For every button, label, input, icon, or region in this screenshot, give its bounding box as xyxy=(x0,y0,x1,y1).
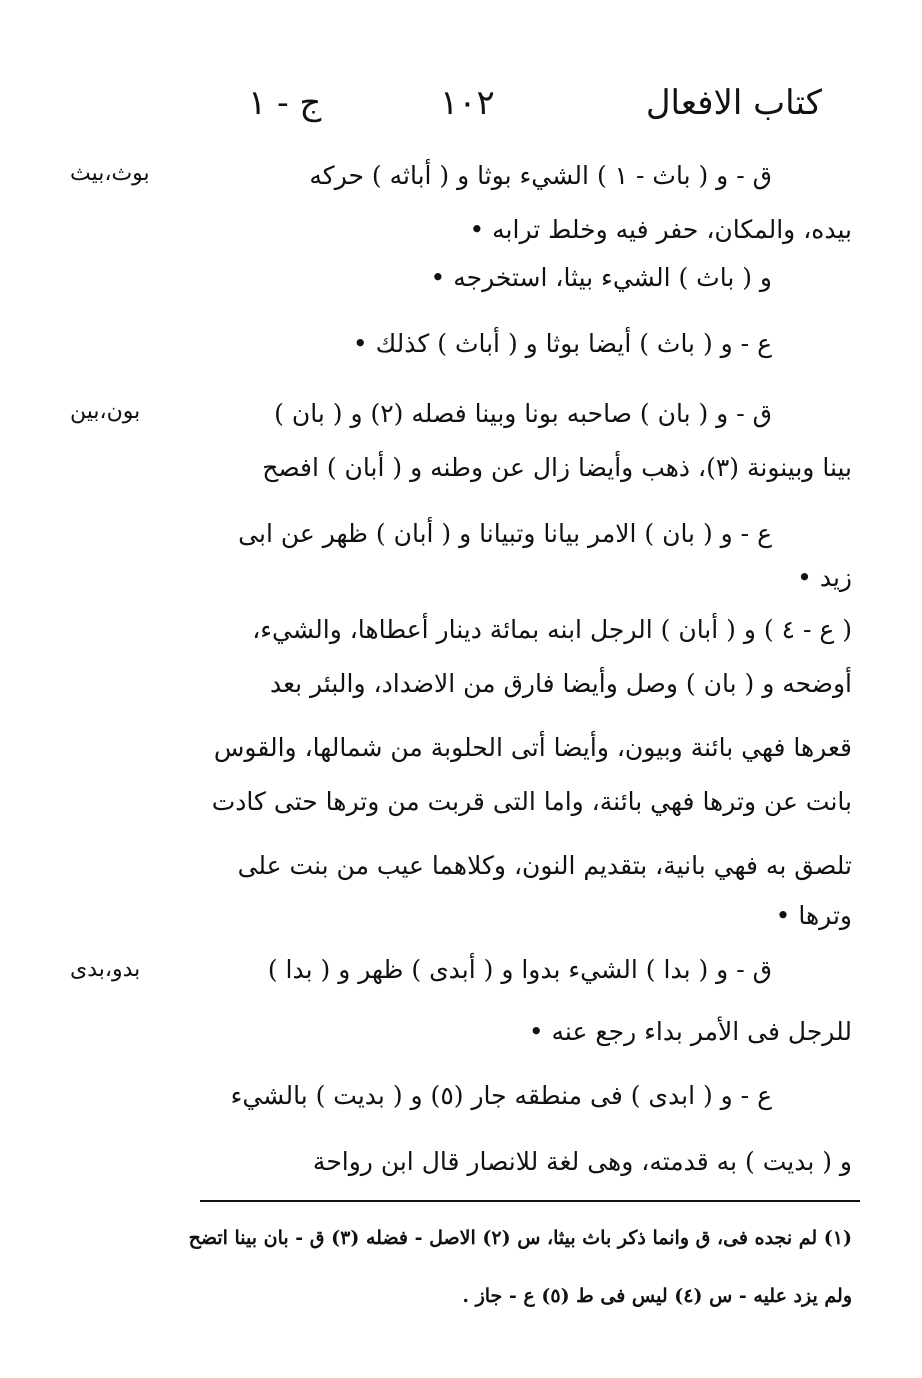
text-line: قعرها فهي بائنة وبيون، وأيضا أتى الحلوبة من شمالها، والقوس xyxy=(213,733,852,762)
text-line: وترها • xyxy=(775,901,852,930)
page-header xyxy=(0,78,922,128)
text-line: ع - و ( باث ) أيضا بوثا و ( أباث ) كذلك • xyxy=(352,329,772,358)
text-line: زيد • xyxy=(797,563,852,592)
page-number: ١٠٢ xyxy=(440,83,495,123)
text-line: ( ع - ٤ ) و ( أبان ) الرجل ابنه بمائة دينار أعطاها، والشيء، xyxy=(252,615,852,644)
margin-root-bwth: بوث،بيث xyxy=(70,161,150,186)
footnote-line: (١) لم نجده فى، ق وانما ذكر باث بيثا، س (٢) الاصل - فضله (٣) ق - بان بينا اتضح xyxy=(188,1227,852,1249)
footnote-divider xyxy=(200,1200,860,1202)
footnote-line: ولم يزد عليه - س (٤) ليس فى ط (٥) ع - جاز . xyxy=(462,1285,852,1307)
text-line: ق - و ( بدا ) الشيء بدوا و ( أبدى ) ظهر و ( بدا ) xyxy=(267,955,772,984)
text-line: للرجل فى الأمر بداء رجع عنه • xyxy=(528,1017,852,1046)
text-line: بينا وبينونة (٣)، ذهب وأيضا زال عن وطنه و ( أبان ) افصح xyxy=(262,453,852,482)
text-line: بيده، والمكان، حفر فيه وخلط ترابه • xyxy=(469,215,852,244)
text-line: ق - و ( بان ) صاحبه بونا وبينا فصله (٢) و ( بان ) xyxy=(274,399,772,428)
book-title: كتاب الافعال xyxy=(645,83,822,123)
margin-root-bwn: بون،بين xyxy=(70,399,141,424)
volume-label: ج - ١ xyxy=(248,83,322,123)
text-line: ع - و ( ابدى ) فى منطقه جار (٥) و ( بديت ) بالشيء xyxy=(230,1081,772,1110)
text-line: و ( باث ) الشيء بيثا، استخرجه • xyxy=(430,263,772,292)
text-line: بانت عن وترها فهي بائنة، واما التى قربت من وترها حتى كادت xyxy=(211,787,852,816)
text-line: ع - و ( بان ) الامر بيانا وتبيانا و ( أبان ) ظهر عن ابى xyxy=(238,519,772,548)
text-line: و ( بديت ) به قدمته، وهى لغة للانصار قال ابن رواحة xyxy=(312,1147,852,1176)
text-line: تلصق به فهي بانية، بتقديم النون، وكلاهما عيب من بنت على xyxy=(237,851,852,880)
text-line: ق - و ( باث - ١ ) الشيء بوثا و ( أباثه ) حركه xyxy=(309,161,772,190)
text-line: أوضحه و ( بان ) وصل وأيضا فارق من الاضداد، والبئر بعد xyxy=(269,669,852,698)
margin-root-bdw: بدو،بدى xyxy=(70,957,141,982)
